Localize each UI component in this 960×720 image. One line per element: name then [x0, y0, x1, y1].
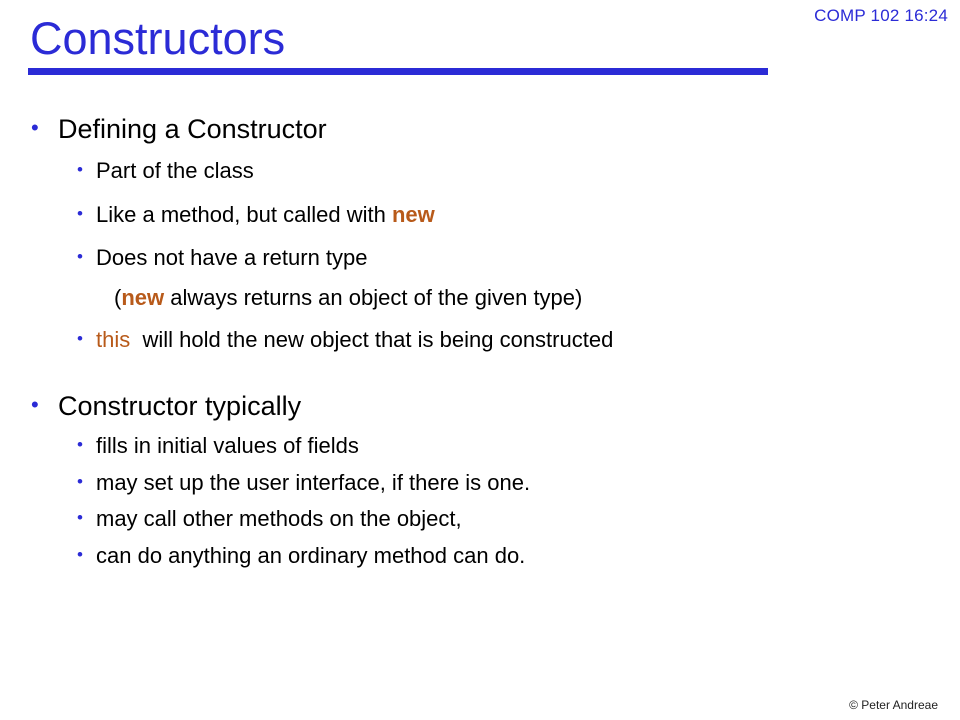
list-item-text: may call other methods on the object,: [96, 506, 462, 531]
list-item-text: may set up the user interface, if there is one.: [96, 470, 531, 495]
section1-heading-text: Defining a Constructor: [58, 114, 327, 144]
bullet-icon: •: [77, 435, 83, 454]
bullet-icon: •: [77, 329, 83, 348]
bullet-icon: •: [31, 115, 39, 140]
page-title: Constructors: [30, 13, 286, 64]
paren-open: (: [114, 285, 122, 310]
keyword-new: new: [391, 202, 435, 227]
bullet-icon: •: [77, 545, 83, 564]
list-item: [77, 202, 435, 227]
list-item-text: Like a method, but called with: [96, 202, 392, 227]
list-item: [77, 543, 526, 568]
bullet-icon: •: [77, 204, 83, 223]
list-item: [77, 433, 359, 458]
course-tag: COMP 102 16:24: [814, 6, 948, 25]
list-item-text: can do anything an ordinary method can do.: [96, 543, 526, 568]
bullet-icon: •: [77, 247, 83, 266]
section2-heading: [31, 391, 302, 421]
list-item-text: fills in initial values of fields: [96, 433, 359, 458]
list-item-text: will hold the new object that is being constructed: [130, 327, 614, 352]
bullet-icon: •: [77, 508, 83, 527]
list-item-continuation: [114, 287, 582, 309]
title-underline: [28, 68, 768, 75]
bullet-icon: •: [31, 392, 39, 417]
list-item-text: Part of the class: [96, 158, 254, 183]
copyright-notice: © Peter Andreae: [849, 698, 938, 712]
bullet-icon: •: [77, 472, 83, 491]
section2-heading-text: Constructor typically: [58, 391, 302, 421]
keyword-this: this: [96, 327, 131, 352]
list-item-text: Does not have a return type: [96, 245, 368, 270]
list-item: [77, 506, 462, 531]
bullet-icon: •: [77, 160, 83, 179]
list-item: [77, 158, 254, 183]
continuation-text: always returns an object of the given type): [164, 285, 583, 310]
list-item: [77, 327, 614, 352]
list-item: [77, 470, 531, 495]
section1-heading: [31, 114, 327, 144]
keyword-new: new: [121, 285, 165, 310]
list-item: [77, 245, 368, 270]
